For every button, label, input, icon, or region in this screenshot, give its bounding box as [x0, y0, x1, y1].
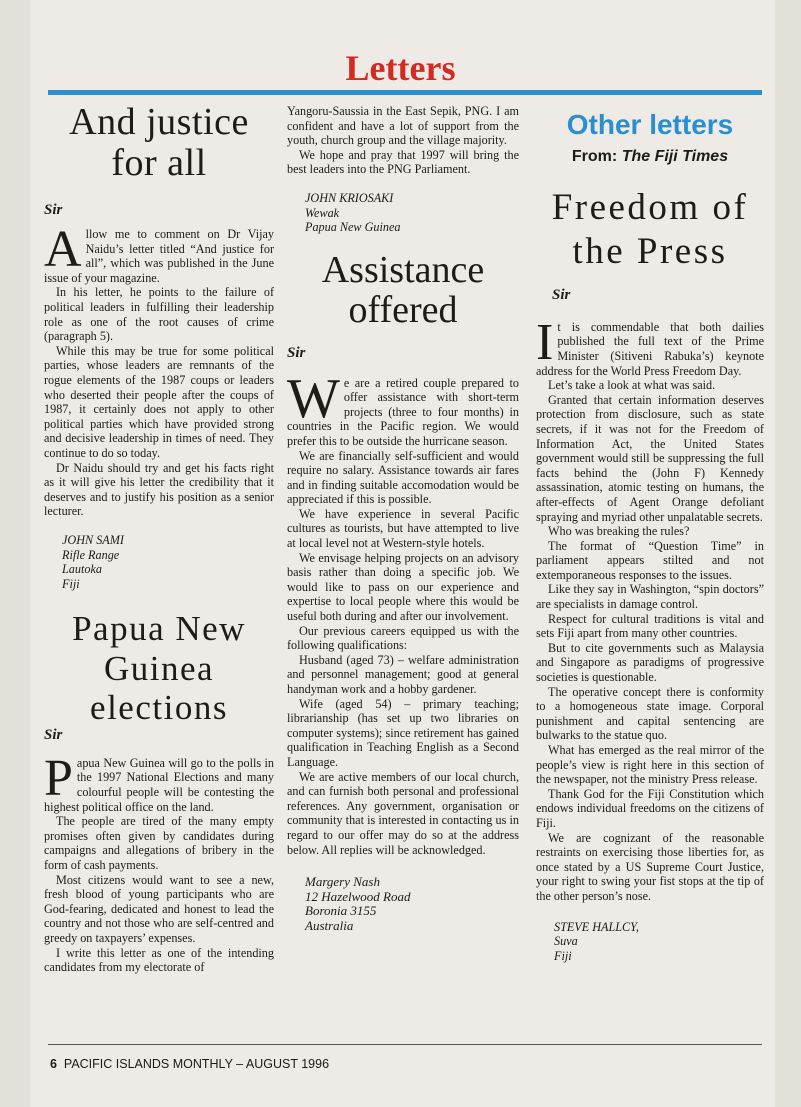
signature-name: Margery Nash	[305, 874, 380, 890]
signature-block	[305, 875, 519, 933]
signature-line: Fiji	[62, 576, 80, 591]
paragraph: But to cite governments such as Malaysia and Singapore as paradigms of progressive societies is questionable.	[536, 640, 764, 685]
paragraph: In his letter, he points to the failure of political leaders in fulfilling their leadership role as one of the root causes of crime (paragraph 5).	[44, 285, 274, 344]
signature-line: Lautoka	[62, 562, 102, 577]
paragraph: The format of “Question Time” in parliament appears stilted and not extemporaneous responses to the issues.	[536, 538, 764, 582]
headline-and-justice: And justice for all	[69, 101, 249, 185]
signature-line: Australia	[305, 917, 354, 933]
signature-block	[62, 533, 274, 591]
paragraph: Our previous careers equipped us with the following qualifications:	[287, 623, 519, 653]
source-name: The Fiji Times	[621, 148, 729, 165]
column-1	[44, 98, 274, 1043]
headline-assistance-offered: Assistance offered	[321, 248, 485, 331]
paragraph: Let’s take a look at what was said.	[548, 378, 716, 393]
column-2	[287, 98, 519, 1043]
footer-text: PACIFIC ISLANDS MONTHLY – AUGUST 1996	[63, 1057, 330, 1071]
paragraph: What has emerged as the real mirror of the people’s view is right here in this section of the newspaper, not the ministry Press release.	[536, 743, 764, 787]
footer	[50, 1057, 329, 1071]
right-margin-shadow	[775, 0, 801, 1107]
signature-name: JOHN KRIOSAKI	[305, 190, 394, 205]
signature-line: 12 Hazelwood Road	[305, 888, 411, 904]
signature-block	[305, 191, 519, 235]
column-3	[536, 98, 764, 1043]
dropcap: W	[287, 367, 340, 430]
paragraph: Respect for cultural traditions is vital and sets Fiji apart from many other countries.	[536, 611, 764, 641]
signature-line: Rifle Range	[62, 547, 120, 562]
paragraph: We envisage helping projects on an advisory basis rather than doing a specific job. We would like to pass on our experience and expertise to local people where this would be useful both during and after our involvement.	[287, 550, 519, 624]
footer-rule	[48, 1044, 762, 1045]
paragraph: Like they say in Washington, “spin doctors” are specialists in damage control.	[536, 582, 764, 612]
paragraph: I write this letter as one of the intending candidates from my electorate of	[44, 945, 274, 975]
dropcap: A	[44, 221, 82, 279]
salutation: Sir	[44, 726, 63, 743]
other-letters-title: Other letters	[566, 109, 734, 140]
signature-line: Papua New Guinea	[305, 220, 401, 235]
paragraph: Wife (aged 54) – primary teaching; librarianship (has set up two libraries on computer systems); since retirement has gained qualification in Teaching English as a Second Language.	[287, 696, 519, 769]
salutation: Sir	[44, 202, 63, 219]
paragraph: We hope and pray that 1997 will bring the best leaders into the PNG Parliament.	[287, 147, 519, 177]
paragraph: We are a retired couple prepared to offer assistance with short-term projects (three to four months) in countries in the Pacific region. We would prefer this to be outside the hurricane season.	[287, 367, 519, 448]
header-rule	[48, 90, 762, 95]
dropcap: P	[44, 749, 73, 807]
paragraph: The people are tired of the many empty promises often given by candidates during campaigns and allegations of bribery in the form of cash payments.	[44, 814, 274, 873]
paragraph: We are active members of our local church, and can furnish both personal and professional references. Any government, organisation or community that is interested in contacting us in regard to our offer may do so at the address below. All replies will be acknowledged.	[287, 769, 519, 857]
section-header: Letters	[345, 48, 456, 88]
paragraph: We are cognizant of the reasonable restraints on exercising those liberties for, as once stated by a US Supreme Court Justice, your right to swing your fist stops at the tip of the other person’s nose.	[536, 830, 764, 903]
paragraph: Granted that certain information deserves protection from disclosure, such as state secrets, if it was not for the Freedom of Information Act, the United States government would still be suppressing the full facts behind the (John F) Kennedy assassination, atomic testing on humans, the after-effects of Agent Orange defoliant spraying and myriad other unpalatable secrets.	[536, 392, 764, 524]
headline-png-elections: Papua New Guinea elections	[72, 609, 246, 727]
source-line: From: The Fiji Times	[571, 148, 729, 165]
paragraph: Who was breaking the rules?	[548, 524, 690, 539]
paragraph: Thank God for the Fiji Constitution which endows individual freedoms on the citizens of Fiji.	[536, 786, 764, 830]
page-number: 6	[50, 1057, 57, 1071]
signature-line: Suva	[554, 934, 578, 949]
salutation: Sir	[287, 344, 306, 361]
headline-freedom-press: Freedom of the Press	[551, 187, 749, 273]
paragraph: The operative concept there is conformity to a homogeneous state image. Corporal punishment and capital sentencing are bulwarks to the statue quo.	[536, 684, 764, 743]
paragraph: Most citizens would want to see a new, fresh blood of young participants who are God-fearing, dedicated and honest to lead the country and not those who are self-centred and greedy on taxpayers’ expenses.	[44, 872, 274, 945]
paragraph-continued: Yangoru-Saussia in the East Sepik, PNG. I am confident and have a lot of support from the youth, church group and the village majority.	[287, 104, 519, 148]
paragraph: We have experience in several Pacific cultures as tourists, but have attempted to live at local level not at Western-style hotels.	[287, 506, 519, 551]
paragraph: It is commendable that both dailies published the full text of the Prime Minister (Sitiveni Rabuka’s) keynote address for the World Press Freedom Day.	[536, 313, 764, 378]
paragraph: Allow me to comment on Dr Vijay Naidu’s letter titled “And justice for all”, which was published in the June issue of your magazine.	[44, 221, 274, 285]
paragraph: Husband (aged 73) – welfare administration and personnel management; good at general handyman work and a hobby gardener.	[287, 652, 519, 696]
signature-line: Boronia 3155	[305, 903, 377, 919]
signature-block	[554, 920, 764, 964]
dropcap: I	[536, 313, 554, 371]
paragraph: Dr Naidu should try and get his facts right as it will give his letter the credibility that it deserves and to justify his position as a senior lecturer.	[44, 460, 274, 519]
signature-name: JOHN SAMI	[62, 532, 124, 547]
paragraph: Papua New Guinea will go to the polls in the 1997 National Elections and many colourful people will be contesting the highest political office on the land.	[44, 749, 274, 814]
signature-line: Fiji	[554, 948, 572, 963]
signature-line: Wewak	[305, 205, 340, 220]
left-margin-shadow	[0, 0, 30, 1107]
paragraph: We are financially self-sufficient and would require no salary. Assistance towards air fares and in finding suitable accomodation would be appreciated if this is possible.	[287, 448, 519, 507]
paragraph: While this may be true for some political parties, whose leaders are remnants of the rogue elements of the 1987 coups or leaders who deserted their people after the coups of 1987, it certainly does not apply to other political parties which have provided strong and decisive leadership in times of need. They continue to do so today.	[44, 343, 274, 460]
signature-name: STEVE HALLCY,	[554, 919, 639, 934]
salutation: Sir	[552, 286, 571, 303]
